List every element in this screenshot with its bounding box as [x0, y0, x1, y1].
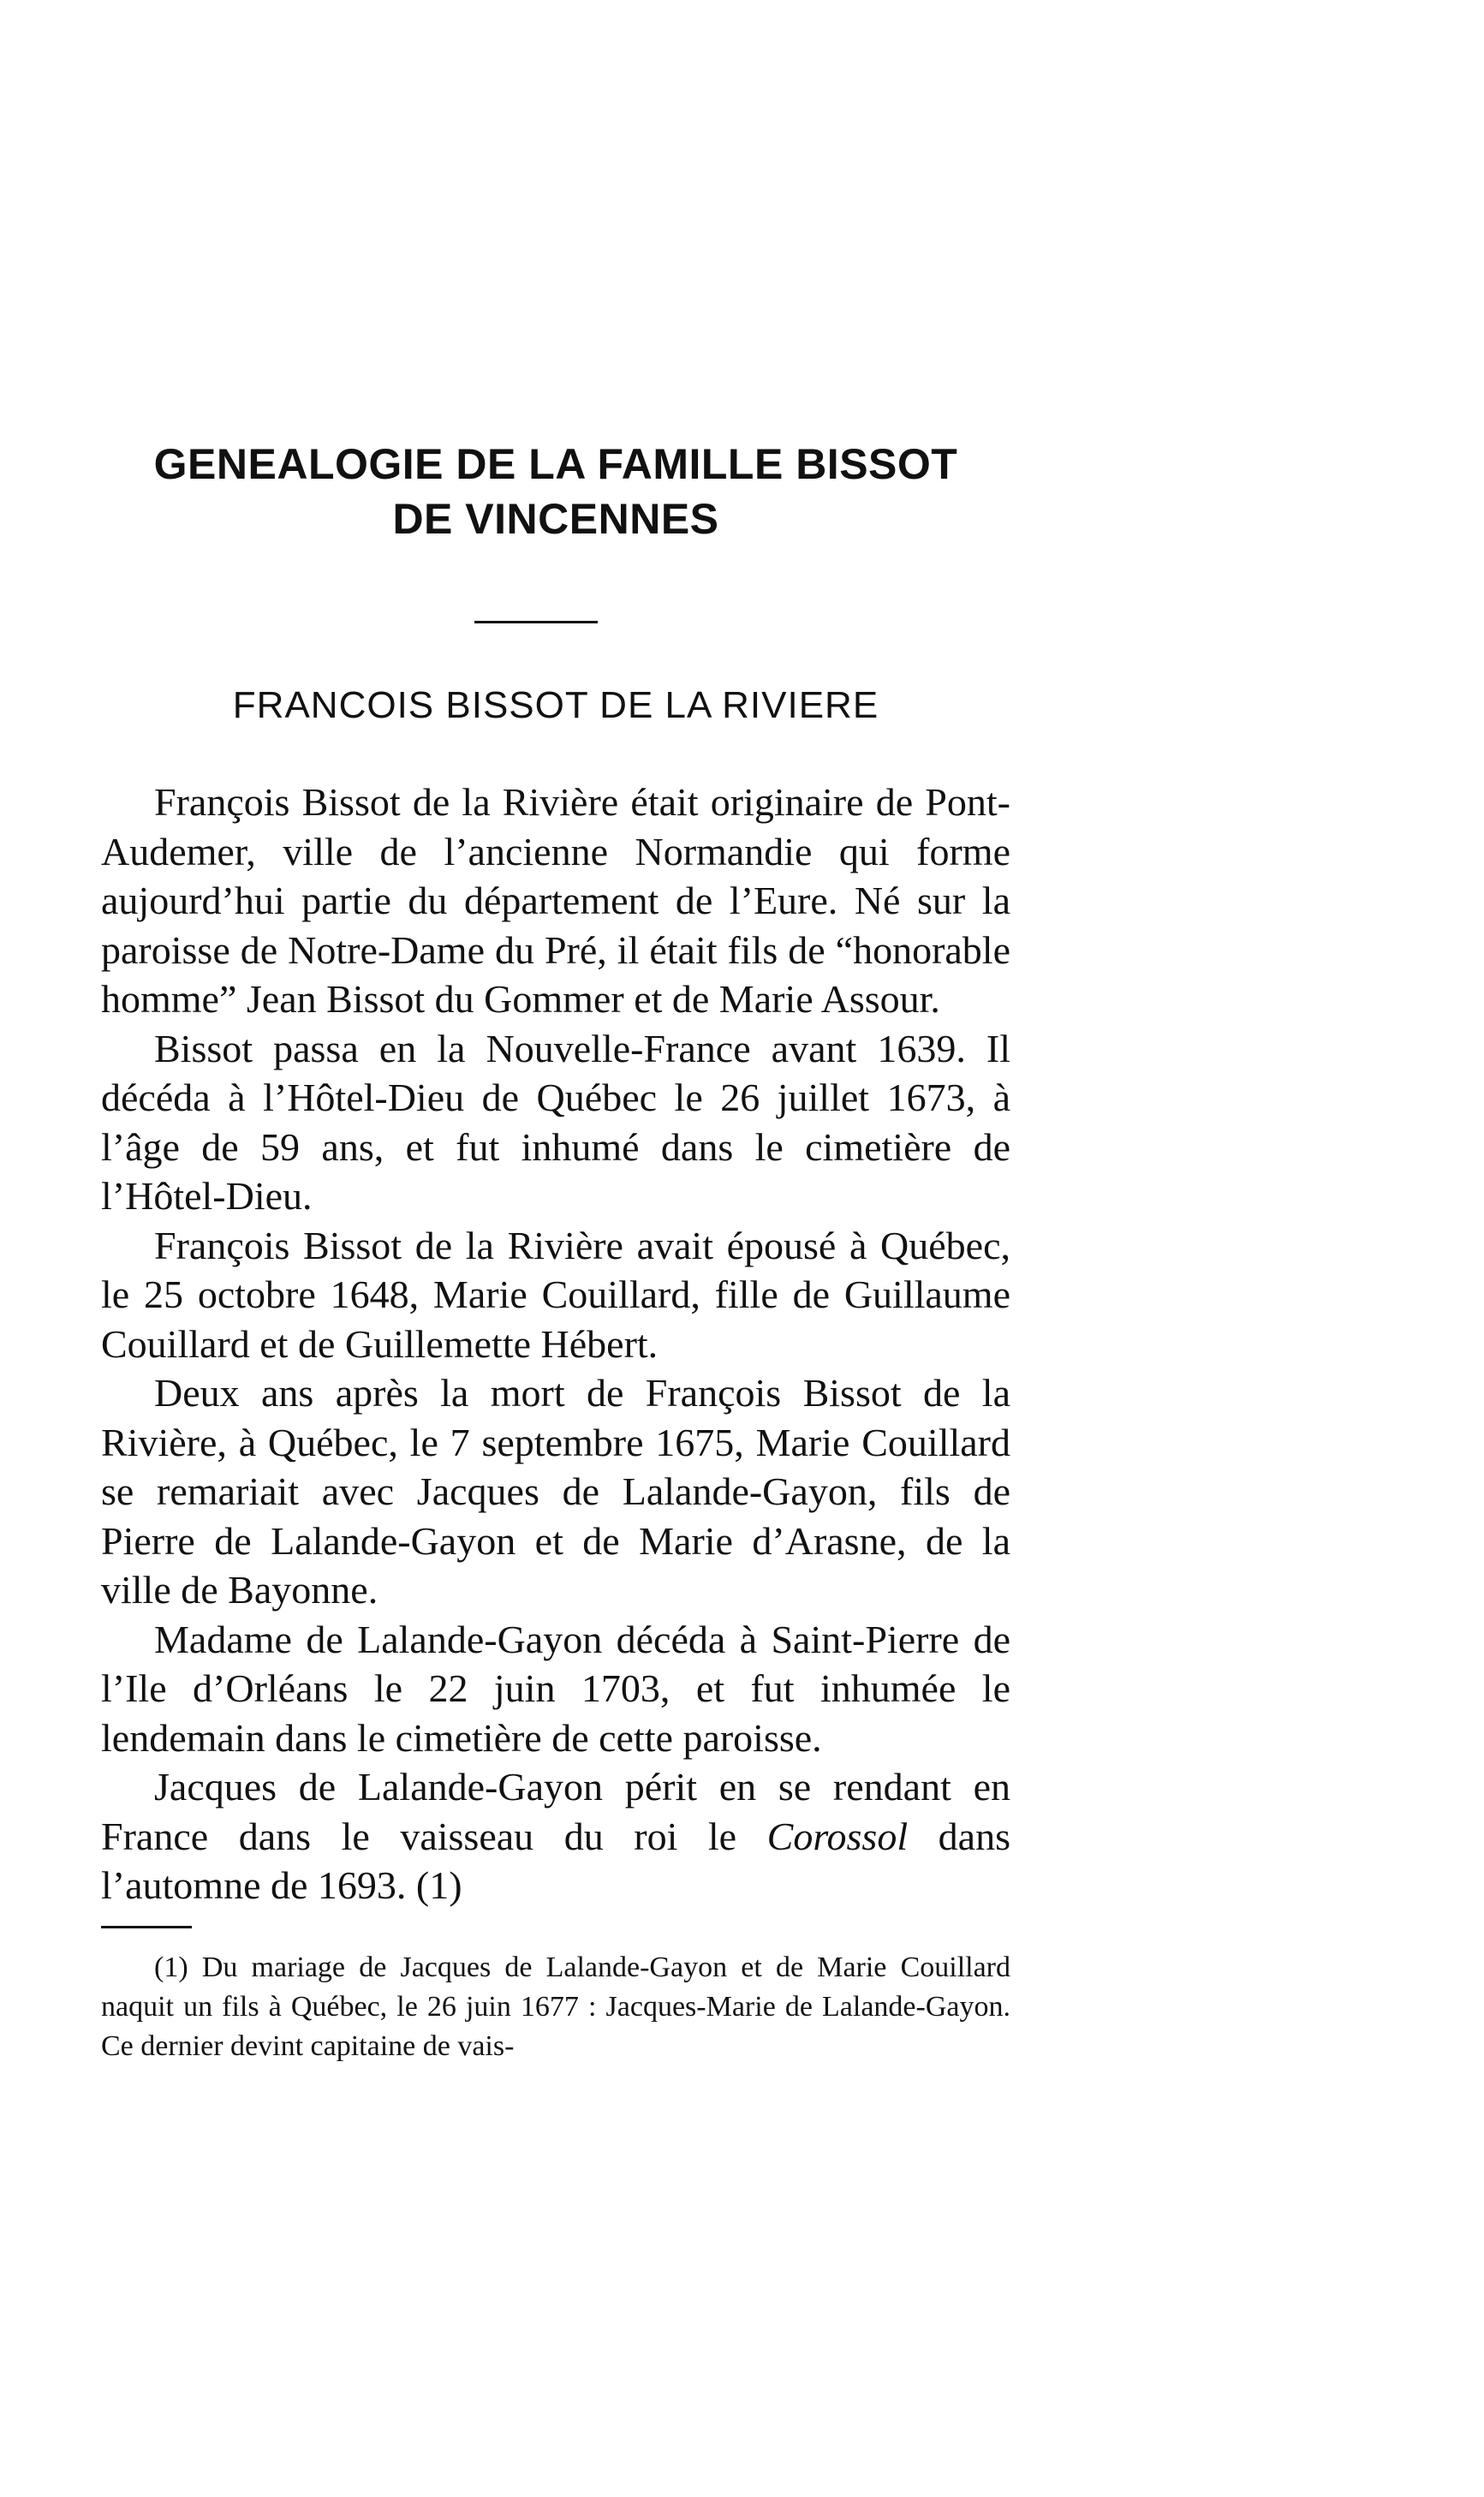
paragraph-3-text: François Bissot de la Rivière avait épousé à Québec, le 25 octobre 1648, Marie Couillard, fille de Guillaume Couillard et de Guillemette Hébert.	[101, 1223, 1010, 1366]
paragraph-6-text-end: dans l’automne de 1693. (1)	[101, 1814, 1010, 1907]
paragraph-6-text: Jacques de Lalande-Gayon périt en se rendant en France dans le vaisseau du roi le	[101, 1765, 1010, 1858]
ship-name: Corossol	[766, 1814, 909, 1858]
body-text	[101, 778, 1010, 1910]
paragraph-4-text: Deux ans après la mort de François Bissot de la Rivière, à Québec, le 7 septembre 1675, Marie Couillard se remariait avec Jacques de Lalande-Gayon, fils de Pierre de Lalande-Gayon et de Marie d’Arasne, de la ville de Bayonne.	[101, 1371, 1010, 1612]
page-title	[101, 437, 1010, 546]
paragraph-3	[101, 1221, 1010, 1369]
footnote-divider	[101, 1926, 192, 1928]
title-line-1: GENEALOGIE DE LA FAMILLE BISSOT	[153, 440, 958, 488]
paragraph-2	[101, 1024, 1010, 1221]
title-line-2: DE VINCENNES	[392, 495, 719, 543]
section-heading: FRANCOIS BISSOT DE LA RIVIERE	[232, 684, 879, 726]
title-divider	[474, 621, 598, 623]
footnote: (1) Du mariage de Jacques de Lalande-Gayon et de Marie Couillard naquit un fils à Québec, le 26 juin 1677 : Jacques-Marie de Lalande-Gayon. Ce dernier devint capitaine de vais-	[101, 1952, 1010, 2062]
paragraph-4	[101, 1368, 1010, 1615]
paragraph-2-text: Bissot passa en la Nouvelle-France avant 1639. Il décéda à l’Hôtel-Dieu de Québec le 26 juillet 1673, à l’âge de 59 ans, et fut inhumé dans le cimetière de l’Hôtel-Dieu.	[101, 1026, 1010, 1218]
paragraph-5-text: Madame de Lalande-Gayon décéda à Saint-Pierre de l’Ile d’Orléans le 22 juin 1703, et fut inhumée le lendemain dans le cimetière de cette paroisse.	[101, 1617, 1010, 1760]
paragraph-1	[101, 778, 1010, 1024]
paragraph-1-text: François Bissot de la Rivière était originaire de Pont-Audemer, ville de l’ancienne Normandie qui forme aujourd’hui partie du département de l’Eure. Né sur la paroisse de Notre-Dame du Pré, il était fils de “honorable homme” Jean Bissot du Gommer et de Marie Assour.	[101, 780, 1010, 1021]
page	[101, 0, 1010, 2497]
paragraph-6	[101, 1762, 1010, 1910]
paragraph-5	[101, 1615, 1010, 1763]
